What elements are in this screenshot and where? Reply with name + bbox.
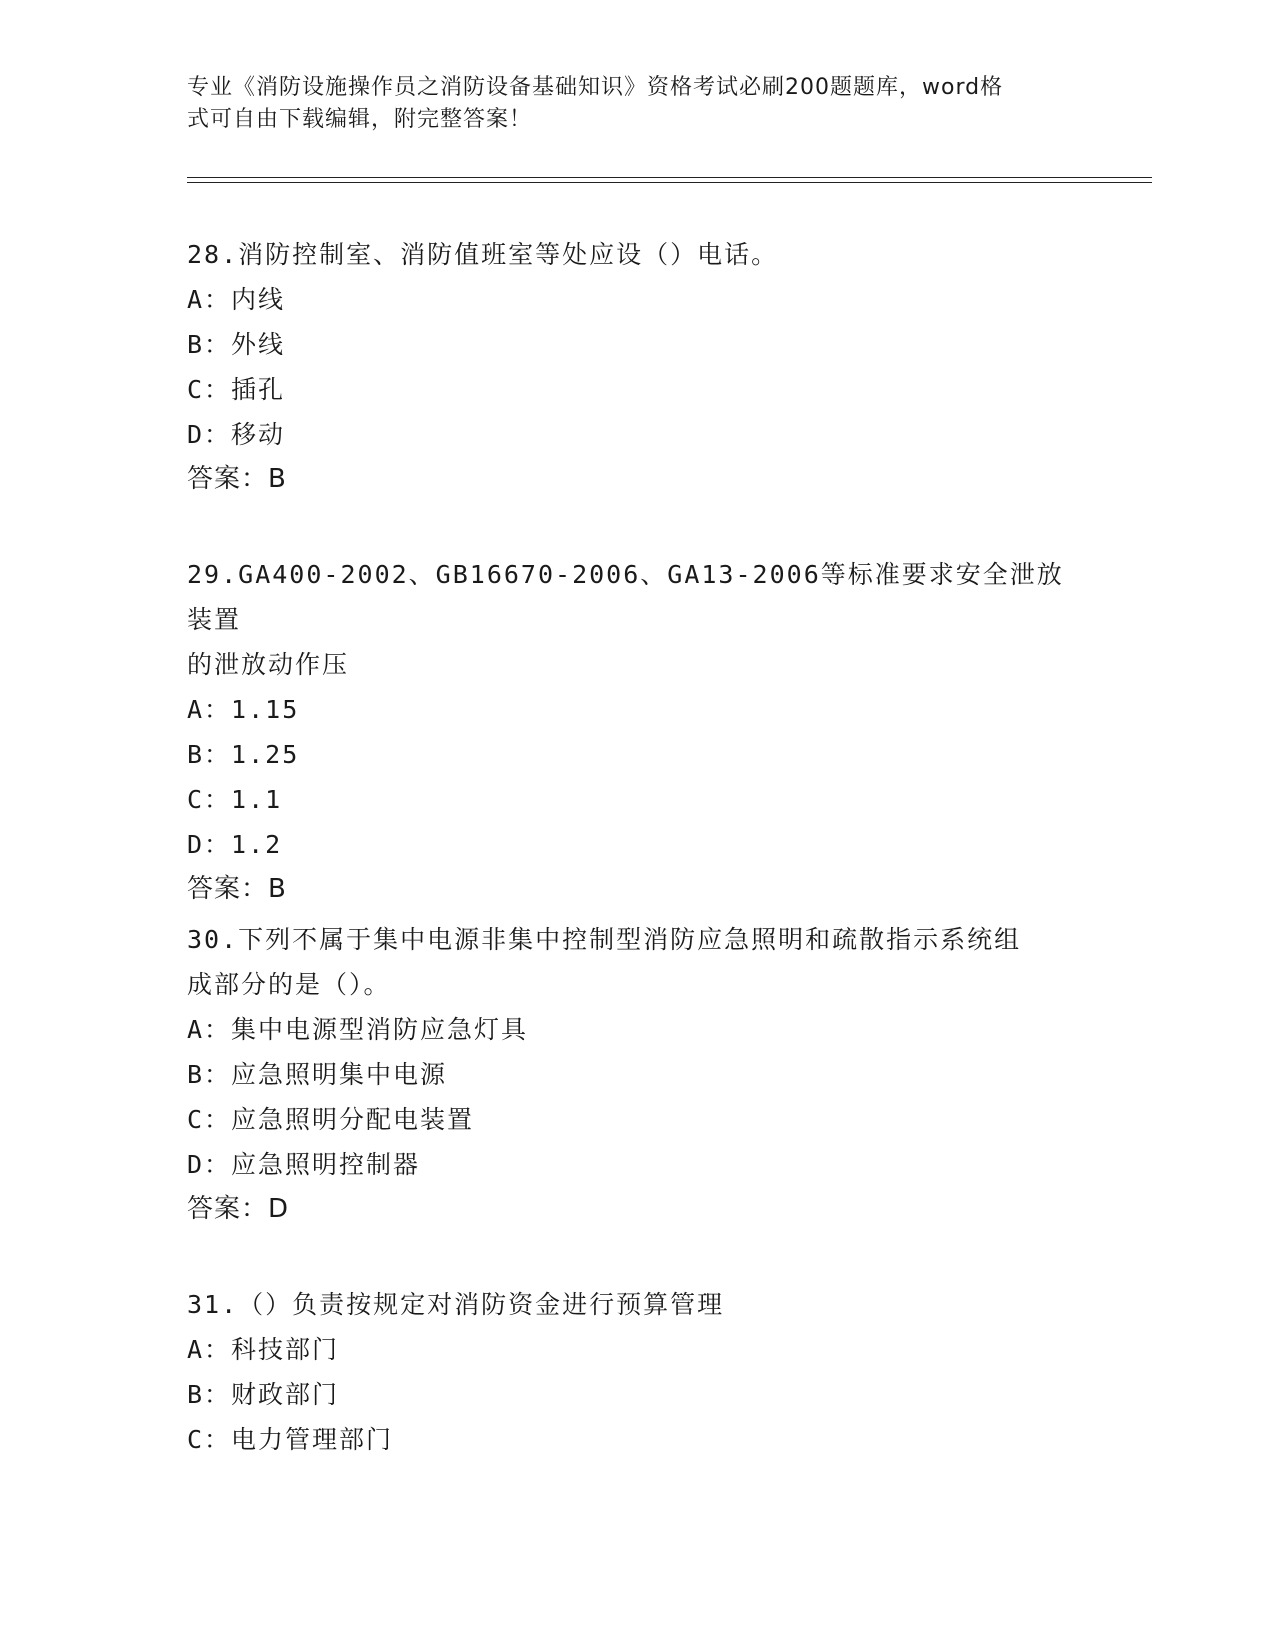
question-29 [187, 552, 1087, 912]
answer: 答案：D [187, 1194, 290, 1224]
question-stem-continued: 的泄放动作压 [187, 650, 350, 679]
question-30 [187, 917, 1087, 1232]
option-b: B：应急照明集中电源 [187, 1060, 448, 1089]
option-c: C：应急照明分配电装置 [187, 1105, 475, 1134]
option-a: A：集中电源型消防应急灯具 [187, 1015, 529, 1044]
question-stem: 30.下列不属于集中电源非集中控制型消防应急照明和疏散指示系统组 [187, 925, 1022, 954]
answer: 答案：B [187, 874, 287, 904]
answer: 答案：B [187, 464, 287, 494]
header-line-1: 专业《消防设施操作员之消防设备基础知识》资格考试必刷200题题库，word格 [187, 75, 1004, 100]
option-b: B：外线 [187, 330, 286, 359]
question-stem: 31.（）负责按规定对消防资金进行预算管理 [187, 1290, 725, 1319]
document-header [187, 72, 1067, 136]
question-stem: 28.消防控制室、消防值班室等处应设（）电话。 [187, 240, 779, 269]
option-b: B：财政部门 [187, 1380, 340, 1409]
question-28 [187, 232, 1087, 502]
option-d: D：移动 [187, 420, 286, 449]
option-a: A：内线 [187, 285, 286, 314]
option-d: D：1.2 [187, 830, 283, 859]
question-stem: 29.GA400-2002、GB16670-2006、GA13-2006等标准要求安全泄放装置 [187, 560, 1064, 634]
option-a: A：1.15 [187, 695, 300, 724]
header-divider-bottom [187, 182, 1152, 183]
option-c: C：电力管理部门 [187, 1425, 394, 1454]
option-c: C：插孔 [187, 375, 286, 404]
option-d: D：应急照明控制器 [187, 1150, 421, 1179]
option-a: A：科技部门 [187, 1335, 340, 1364]
header-line-2: 式可自由下载编辑，附完整答案！ [187, 107, 533, 132]
option-c: C：1.1 [187, 785, 283, 814]
header-divider-top [187, 177, 1152, 178]
question-31 [187, 1282, 1087, 1462]
option-b: B：1.25 [187, 740, 300, 769]
question-stem-continued: 成部分的是（）。 [187, 970, 391, 999]
